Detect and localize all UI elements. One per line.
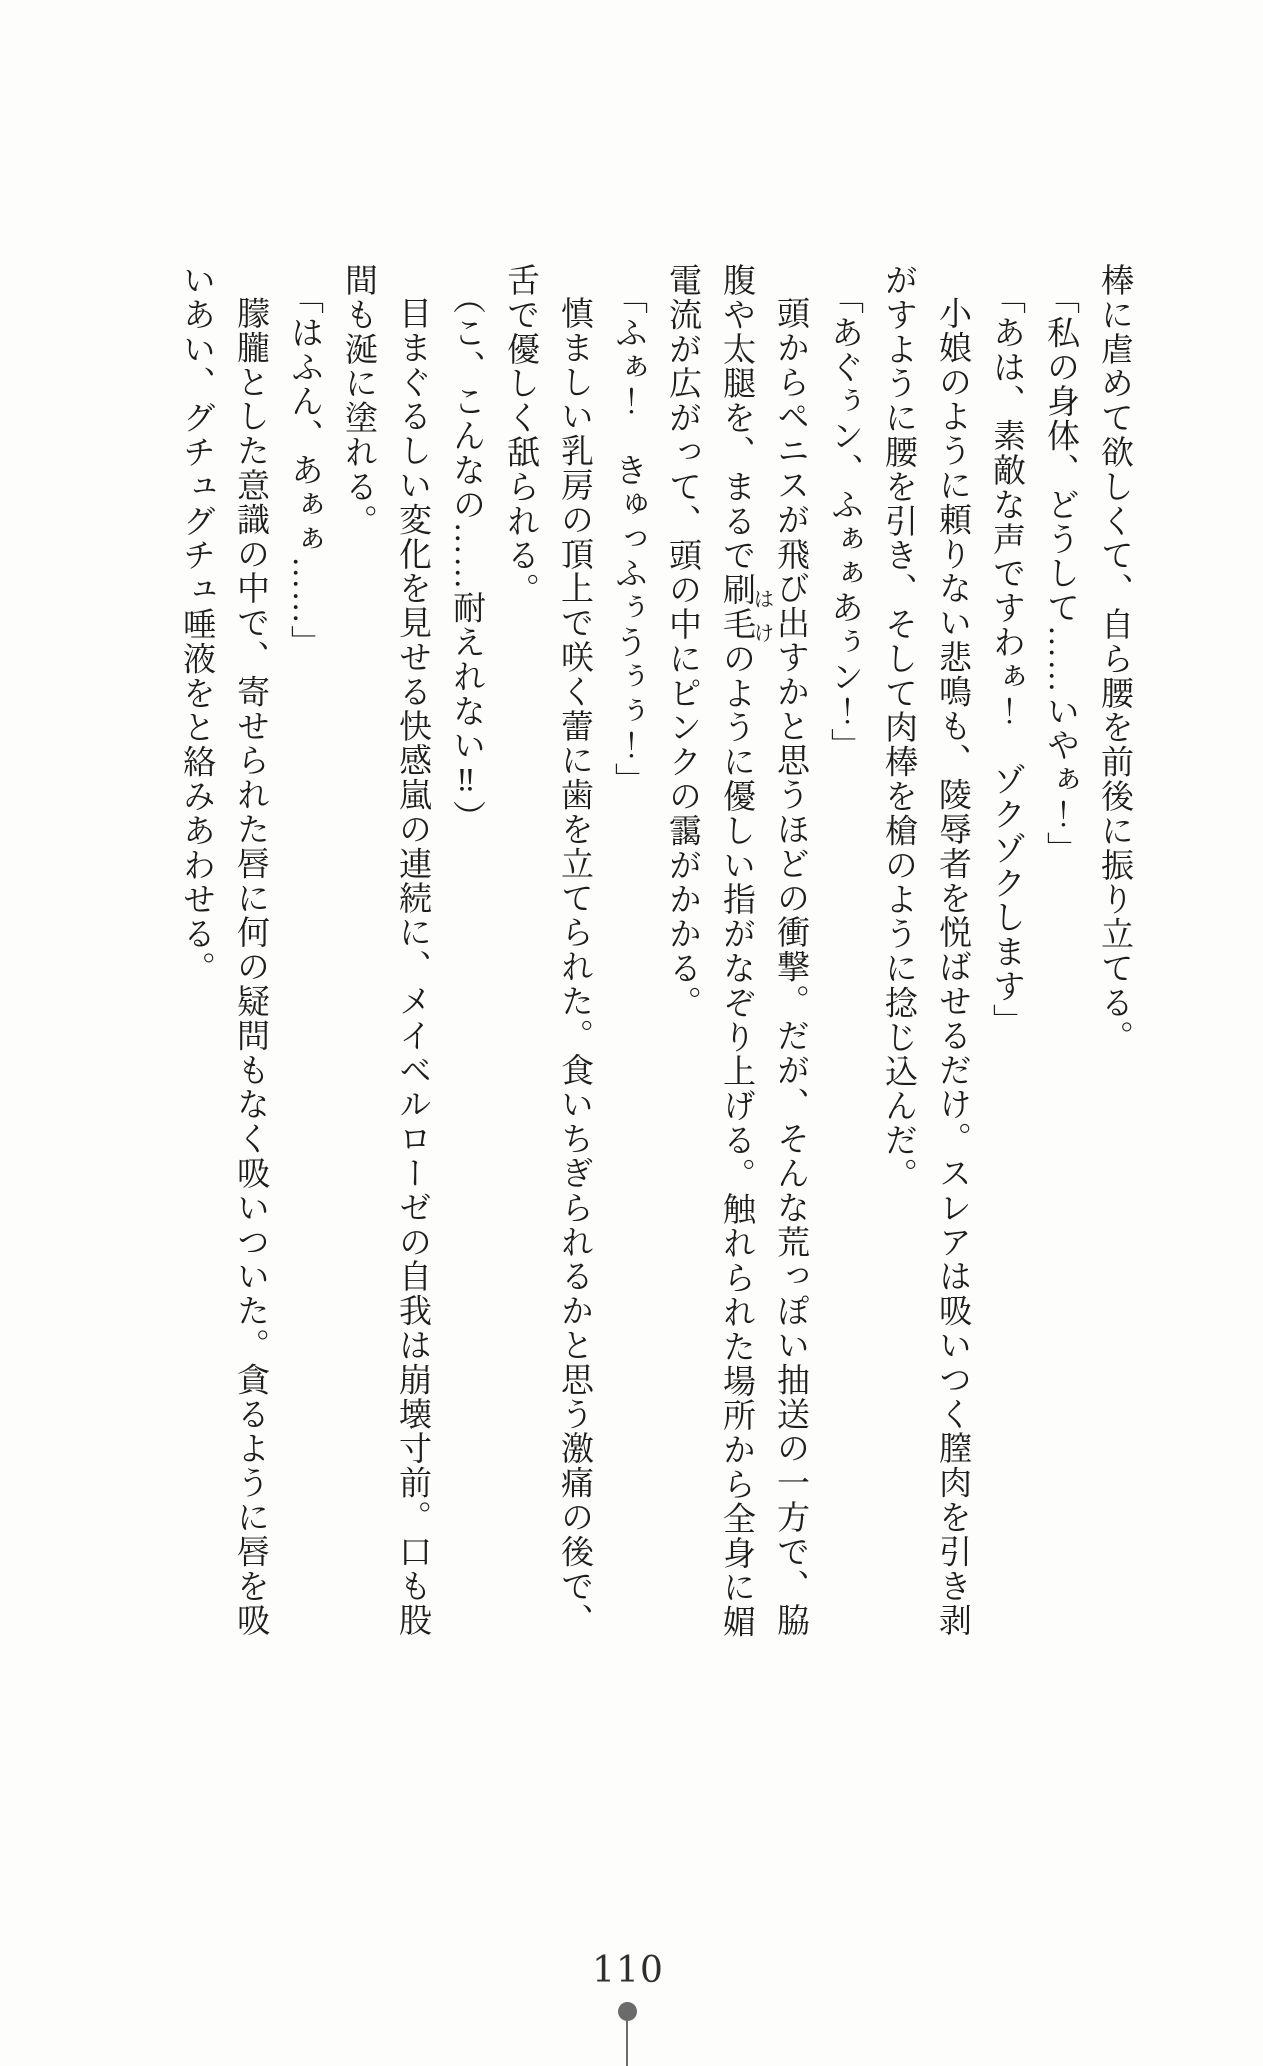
- text-line: 腹や太腿を、まるで刷毛のように優しい指がなぞり上げる。触れられた場所から全身に媚: [718, 263, 754, 1639]
- text-line: 「ふぁ！ きゅっふぅうぅぅ！」: [610, 281, 646, 798]
- text-line: 「あぐぅン、ふぁぁあぅン！」: [826, 281, 862, 763]
- text-line: 「私の身体、どうして……いやぁ！」: [1042, 281, 1078, 866]
- page-marker-line: [626, 2014, 628, 2066]
- text-line: 棒に虐めて欲しくて、自ら腰を前後に振り立てる。: [1096, 263, 1132, 1055]
- furigana-hake: はけ: [751, 588, 775, 656]
- text-line: （こ、こんなの……耐えれない‼）: [448, 281, 484, 835]
- text-line: いあい、グチュグチュ唾液をと絡みあわせる。: [178, 263, 214, 986]
- page-number: 110: [592, 1950, 664, 1991]
- text-line: 目まぐるしい変化を見せる快感嵐の連続に、メイベルローゼの自我は崩壊寸前。口も股: [394, 296, 430, 1638]
- text-line: 舌で優しく舐られる。: [502, 263, 538, 607]
- text-line: 「あは、素敵な声ですわぁ！ ゾクゾクします」: [988, 281, 1024, 1038]
- text-line: 間も涎に塗れる。: [340, 263, 376, 539]
- text-line: 頭からペニスが飛び出すかと思うほどの衝撃。だが、そんな荒っぽい抽送の一方で、脇: [772, 296, 808, 1638]
- text-line: 慎ましい乳房の頂上で咲く蕾に歯を立てられた。食いちぎられるかと思う激痛の後で、: [556, 296, 592, 1638]
- text-line: がすように腰を引き、そして肉棒を槍のように捻じ込んだ。: [880, 263, 916, 1192]
- text-line: 「はふん、あぁぁ……」: [286, 281, 322, 660]
- text-block: [169, 263, 1141, 1668]
- text-line: 小娘のように頼りない悲鳴も、陵辱者を悦ばせるだけ。スレアは吸いつく膣肉を引き剥: [934, 296, 970, 1638]
- text-line: 朦朧とした意識の中で、寄せられた唇に何の疑問もなく吸いついた。貪るように唇を吸: [232, 296, 268, 1638]
- text-line: 電流が広がって、頭の中にピンクの靄がかかる。: [664, 263, 700, 1020]
